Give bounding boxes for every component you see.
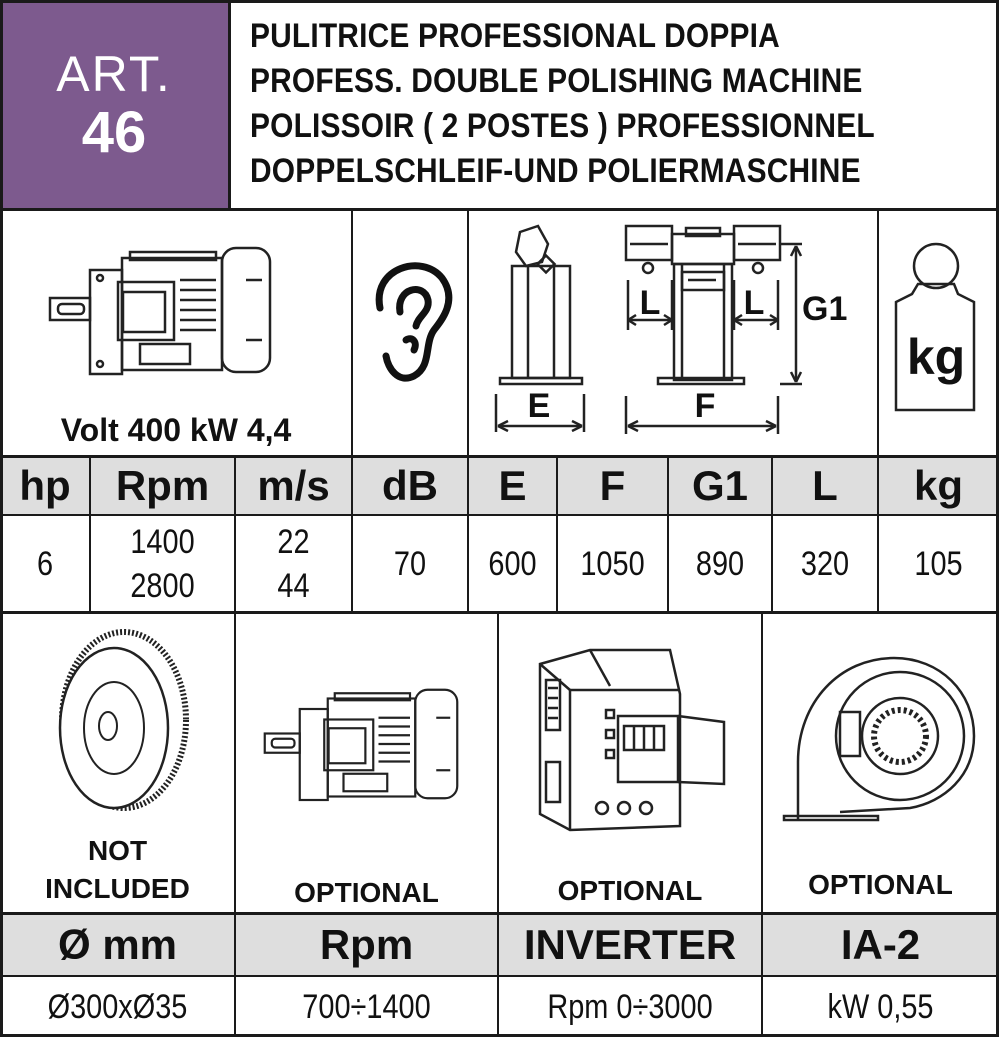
accessory-caption-blower: OPTIONAL: [808, 869, 953, 900]
accessory-header-ia2: IA-2: [840, 921, 921, 968]
spec-header-kg: kg: [913, 462, 963, 509]
dimension-f-label: F: [694, 387, 716, 425]
spec-header-g1: G1: [691, 462, 749, 509]
spec-value-f: 1050: [580, 545, 645, 583]
accessory-header-diameter: Ø mm: [57, 921, 178, 968]
weight-kg-label: kg: [906, 329, 966, 385]
spec-value-rpm: 1400 2800: [130, 523, 195, 605]
title-french: POLISSOIR ( 2 POSTES ) PROFESSIONNEL: [250, 107, 875, 145]
spec-value-l: 320: [800, 545, 850, 583]
accessory-header-rpm: Rpm: [319, 921, 414, 968]
spec-value-db: 70: [393, 545, 427, 583]
article-label: ART.: [56, 45, 172, 102]
accessory-caption-inverter: OPTIONAL: [557, 875, 703, 906]
ear-icon: [362, 248, 462, 388]
spec-value-kg: 105: [914, 545, 963, 583]
product-titles: [250, 14, 990, 194]
title-english: PROFESS. DOUBLE POLISHING MACHINE: [250, 62, 863, 100]
polishing-wheel-icon: [44, 628, 194, 828]
accessory-caption-wheel: NOT INCLUDED: [45, 835, 190, 904]
dimension-e-label: E: [527, 387, 551, 425]
spec-header-ms: m/s: [257, 462, 330, 509]
spec-value-ms: 22 44: [277, 523, 310, 605]
dimension-g1-label: G1: [802, 290, 848, 328]
dimension-l-right-label: L: [743, 284, 765, 322]
fan-blower-icon: [780, 652, 980, 828]
dimension-l-left-label: L: [639, 284, 661, 322]
article-number: 46: [81, 99, 147, 165]
article-badge: [0, 0, 228, 209]
accessory-value-rpm: 700÷1400: [302, 987, 431, 1026]
spec-value-g1: 890: [695, 545, 745, 583]
accessory-value-ia2: kW 0,55: [827, 987, 934, 1026]
spec-header-f: F: [599, 462, 626, 509]
accessory-caption-motor: OPTIONAL: [294, 877, 439, 908]
spec-value-hp: 6: [36, 545, 54, 583]
spec-value-e: 600: [488, 545, 537, 583]
title-italian: PULITRICE PROFESSIONAL DOPPIA: [250, 17, 780, 55]
motor-icon: [256, 682, 466, 806]
spec-header-e: E: [498, 462, 527, 509]
title-german: DOPPELSCHLEIF-UND POLIERMASCHINE: [250, 152, 861, 190]
spec-header-l: L: [812, 462, 838, 509]
motor-icon: [40, 240, 280, 380]
motor-caption: Volt 400 kW 4,4: [60, 411, 292, 448]
accessory-value-diameter: Ø300xØ35: [47, 987, 188, 1026]
spec-header-db: dB: [382, 462, 438, 509]
weight-icon: [890, 240, 982, 412]
spec-header-rpm: Rpm: [115, 462, 210, 509]
accessory-value-inverter: Rpm 0÷3000: [547, 987, 713, 1026]
spec-header-hp: hp: [19, 462, 71, 509]
inverter-icon: [530, 646, 730, 836]
accessory-header-inverter: INVERTER: [523, 921, 737, 968]
